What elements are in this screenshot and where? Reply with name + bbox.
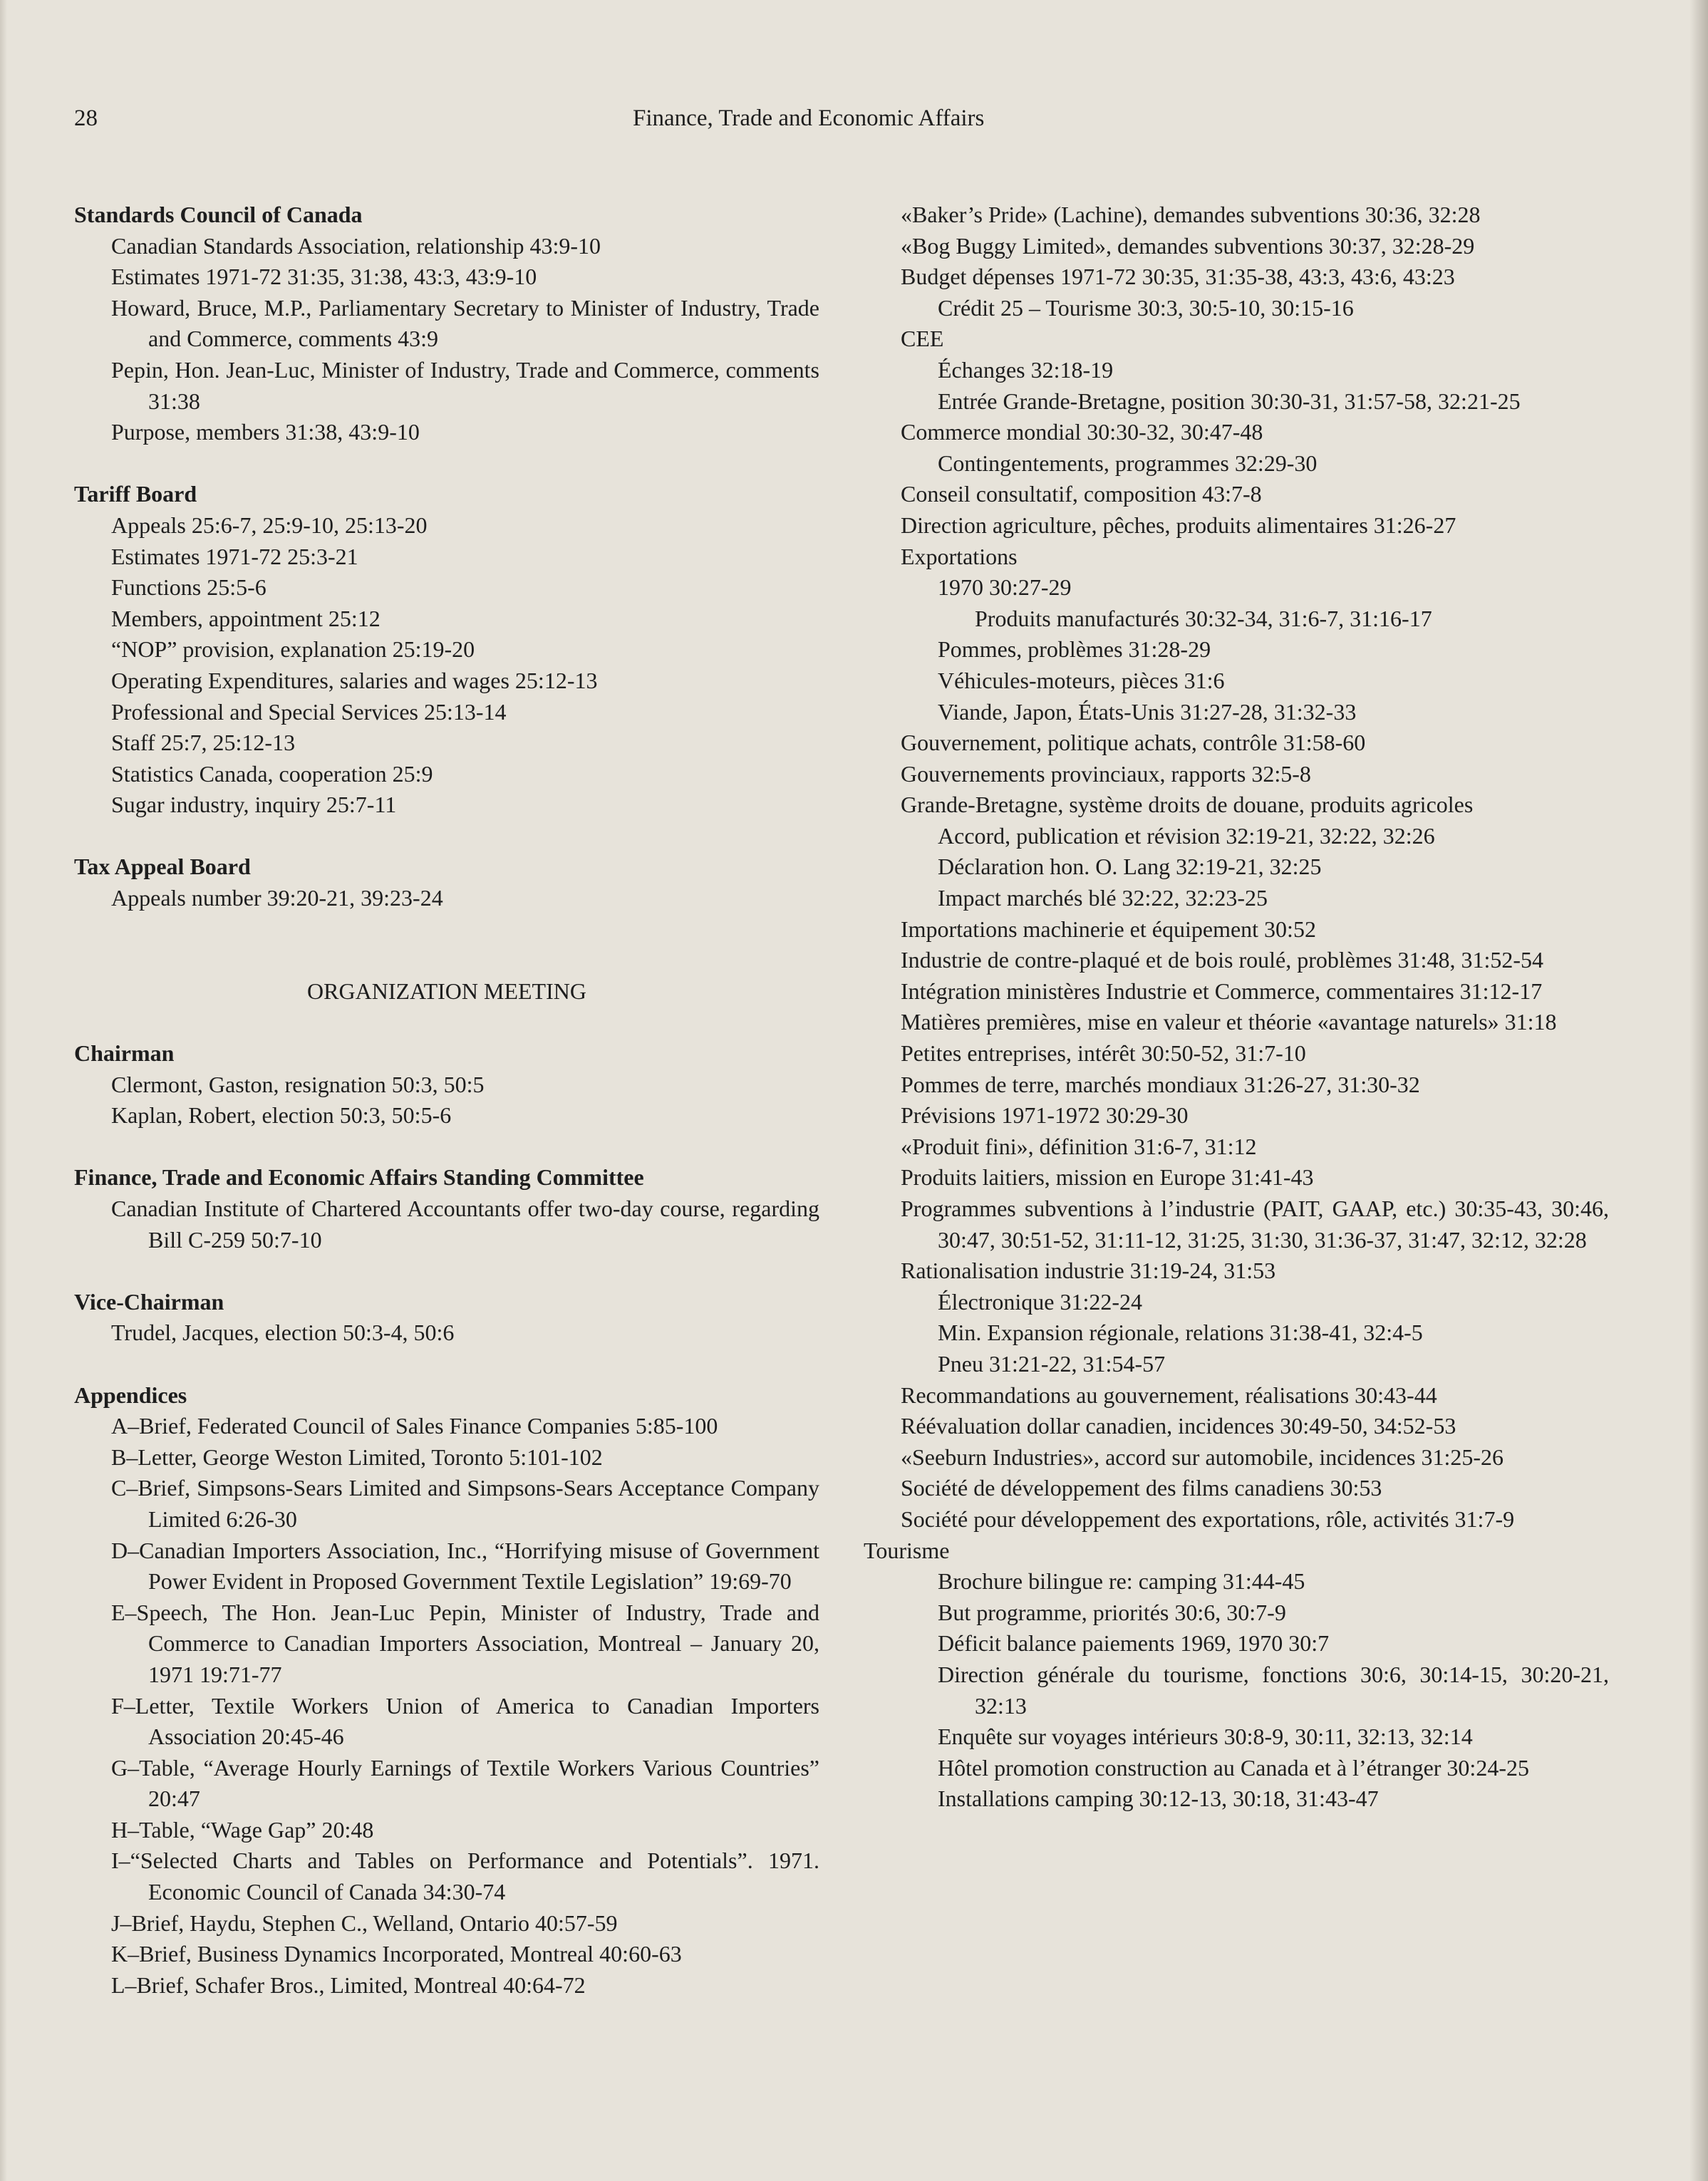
index-entry: Grande-Bretagne, système droits de douane, produits agricoles (901, 792, 1474, 818)
index-entry: Viande, Japon, États-Unis 31:27-28, 31:32-33 (938, 698, 1357, 725)
section-chairman (74, 1038, 819, 1131)
index-entry: Importations machinerie et équipement 30:52 (901, 916, 1316, 942)
index-entry: Appeals number 39:20-21, 39:23-24 (111, 885, 443, 911)
index-entry: 1970 30:27-29 (938, 574, 1072, 601)
index-entry: Prévisions 1971-1972 30:29-30 (901, 1102, 1189, 1129)
index-entry: Intégration ministères Industrie et Commerce, commentaires 31:12-17 (901, 978, 1543, 1004)
appendix-entry: E–Speech, The Hon. Jean-Luc Pepin, Minister of Industry, Trade and Commerce to Canadian Importers Association, Montreal – January 20, 1971 19:71-77 (111, 1599, 819, 1687)
index-entry: Estimates 1971-72 25:3-21 (111, 543, 358, 569)
index-entry: «Bog Buggy Limited», demandes subventions 30:37, 32:28-29 (901, 232, 1475, 259)
index-entry: Impact marchés blé 32:22, 32:23-25 (938, 885, 1268, 911)
section-tariff-board (74, 479, 819, 821)
index-entry: Purpose, members 31:38, 43:9-10 (111, 419, 420, 445)
index-entry: Produits manufacturés 30:32-34, 31:6-7, 31:16-17 (975, 605, 1432, 631)
appendix-entry: D–Canadian Importers Association, Inc., “Horrifying misuse of Government Power Evident in Proposed Government Textile Legislation” 19:69-70 (111, 1537, 819, 1595)
appendix-entry: I–“Selected Charts and Tables on Performance and Potentials”. 1971. Economic Council of Canada 34:30-74 (111, 1848, 819, 1905)
index-entry: Direction agriculture, pêches, produits alimentaires 31:26-27 (901, 512, 1456, 538)
page-shadow (0, 0, 7, 2181)
index-entry: Réévaluation dollar canadien, incidences 30:49-50, 34:52-53 (901, 1413, 1456, 1439)
section-heading: Tariff Board (74, 481, 197, 507)
index-entry: CEE (901, 326, 944, 352)
index-entry: «Baker’s Pride» (Lachine), demandes subventions 30:36, 32:28 (901, 202, 1481, 227)
index-entry: Produits laitiers, mission en Europe 31:41-43 (901, 1164, 1314, 1191)
index-entry: Brochure bilingue re: camping 31:44-45 (938, 1568, 1305, 1595)
index-entry: Programmes subventions à l’industrie (PAIT, GAAP, etc.) 30:35-43, 30:46, 30:47, 30:51-52, 31:11-12, 31:25, 31:30, 31:36-37, 31:47, 32:12, 32:28 (901, 1196, 1609, 1253)
section-heading: Chairman (74, 1040, 175, 1067)
index-entry: Industrie de contre-plaqué et de bois roulé, problèmes 31:48, 31:52-54 (901, 947, 1543, 973)
index-entry: “NOP” provision, explanation 25:19-20 (111, 636, 475, 663)
index-entry: Gouvernements provinciaux, rapports 32:5-8 (901, 760, 1311, 787)
index-entry: Société pour développement des exportations, rôle, activités 31:7-9 (901, 1506, 1515, 1532)
index-entry: Sugar industry, inquiry 25:7-11 (111, 792, 397, 818)
index-entry: Canadian Institute of Chartered Accountants offer two-day course, regarding Bill C-259 50:7-10 (111, 1196, 819, 1253)
index-entry: But programme, priorités 30:6, 30:7-9 (938, 1599, 1286, 1625)
section-heading: Finance, Trade and Economic Affairs Standing Committee (74, 1164, 644, 1191)
index-entry: Professional and Special Services 25:13-14 (111, 698, 507, 725)
page-number: 28 (74, 105, 98, 131)
index-entry: Véhicules-moteurs, pièces 31:6 (938, 667, 1225, 693)
index-entry: Canadian Standards Association, relationship 43:9-10 (111, 232, 601, 259)
right-column (864, 200, 1609, 1815)
index-entry: Conseil consultatif, composition 43:7-8 (901, 481, 1262, 507)
index-entry: Operating Expenditures, salaries and wages 25:12-13 (111, 667, 598, 693)
index-entry: Accord, publication et révision 32:19-21, 32:22, 32:26 (938, 822, 1435, 849)
appendix-entry: B–Letter, George Weston Limited, Toronto 5:101-102 (111, 1444, 603, 1470)
index-entry: Hôtel promotion construction au Canada et à l’étranger 30:24-25 (938, 1754, 1529, 1781)
index-entry: Trudel, Jacques, election 50:3-4, 50:6 (111, 1320, 455, 1346)
index-entry: Entrée Grande-Bretagne, position 30:30-31, 31:57-58, 32:21-25 (938, 388, 1521, 414)
section-heading: Appendices (74, 1382, 187, 1408)
appendix-entry: H–Table, “Wage Gap” 20:48 (111, 1816, 374, 1843)
index-entry: Direction générale du tourisme, fonctions 30:6, 30:14-15, 30:20-21, 32:13 (938, 1661, 1609, 1719)
index-entry: Kaplan, Robert, election 50:3, 50:5-6 (111, 1102, 452, 1129)
index-entry: Staff 25:7, 25:12-13 (111, 730, 296, 756)
index-entry: Contingentements, programmes 32:29-30 (938, 450, 1318, 476)
appendix-entry: F–Letter, Textile Workers Union of America to Canadian Importers Association 20:45-46 (111, 1692, 819, 1750)
appendix-entry: A–Brief, Federated Council of Sales Finance Companies 5:85-100 (111, 1413, 718, 1439)
index-entry: Société de développement des films canadiens 30:53 (901, 1475, 1382, 1501)
page-header (74, 105, 1606, 141)
index-entry: Matières premières, mise en valeur et théorie «avantage naturels» 31:18 (901, 1009, 1557, 1035)
index-entry: Petites entreprises, intérêt 30:50-52, 31:7-10 (901, 1040, 1306, 1067)
section-heading: Vice-Chairman (74, 1288, 224, 1315)
index-entry: Howard, Bruce, M.P., Parliamentary Secretary to Minister of Industry, Trade and Commerce, comments 43:9 (111, 294, 819, 352)
section-heading: Tax Appeal Board (74, 854, 251, 880)
index-entry: Tourisme (864, 1537, 950, 1563)
index-entry: «Produit fini», définition 31:6-7, 31:12 (901, 1133, 1257, 1159)
index-entry: Pommes, problèmes 31:28-29 (938, 636, 1211, 663)
appendix-entry: J–Brief, Haydu, Stephen C., Welland, Ontario 40:57-59 (111, 1910, 618, 1936)
section-vice-chairman (74, 1287, 819, 1349)
index-entry: Échanges 32:18-19 (938, 356, 1114, 383)
section-tax-appeal-board (74, 851, 819, 913)
section-appendices (74, 1380, 819, 2001)
index-entry: Members, appointment 25:12 (111, 605, 381, 631)
index-entry: Exportations (901, 543, 1018, 569)
index-entry: Crédit 25 – Tourisme 30:3, 30:5-10, 30:15-16 (938, 294, 1354, 321)
index-entry: Pepin, Hon. Jean-Luc, Minister of Industry, Trade and Commerce, comments 31:38 (111, 356, 819, 414)
index-entry: Électronique 31:22-24 (938, 1288, 1143, 1315)
section-standards-council (74, 200, 819, 448)
page-edge (1689, 0, 1708, 2181)
appendix-entry: K–Brief, Business Dynamics Incorporated, Montreal 40:60-63 (111, 1941, 682, 1967)
organization-meeting-heading: ORGANIZATION MEETING (307, 978, 586, 1004)
index-entry: Budget dépenses 1971-72 30:35, 31:35-38, 43:3, 43:6, 43:23 (901, 264, 1455, 290)
index-entry: Déficit balance paiements 1969, 1970 30:7 (938, 1630, 1330, 1657)
section-heading: Standards Council of Canada (74, 202, 363, 227)
index-entry: Déclaration hon. O. Lang 32:19-21, 32:25 (938, 854, 1322, 880)
index-entry: Installations camping 30:12-13, 30:18, 31:43-47 (938, 1786, 1379, 1812)
appendix-entry: C–Brief, Simpsons-Sears Limited and Simpsons-Sears Acceptance Company Limited 6:26-30 (111, 1475, 819, 1532)
index-entry: Clermont, Gaston, resignation 50:3, 50:5 (111, 1071, 485, 1097)
index-entry: Recommandations au gouvernement, réalisations 30:43-44 (901, 1382, 1437, 1408)
index-entry: Statistics Canada, cooperation 25:9 (111, 760, 433, 787)
index-entry: Gouvernement, politique achats, contrôle 31:58-60 (901, 730, 1366, 756)
section-standing-committee (74, 1162, 819, 1255)
index-entry: Min. Expansion régionale, relations 31:38-41, 32:4-5 (938, 1320, 1423, 1346)
appendix-entry: L–Brief, Schafer Bros., Limited, Montreal 40:64-72 (111, 1972, 586, 1998)
running-title: Finance, Trade and Economic Affairs (633, 105, 985, 131)
index-entry: Pommes de terre, marchés mondiaux 31:26-27, 31:30-32 (901, 1071, 1420, 1097)
index-entry: Rationalisation industrie 31:19-24, 31:53 (901, 1258, 1276, 1284)
index-entry: Functions 25:5-6 (111, 574, 266, 601)
left-column (74, 200, 819, 2001)
index-entry: Pneu 31:21-22, 31:54-57 (938, 1350, 1166, 1377)
index-entry: Estimates 1971-72 31:35, 31:38, 43:3, 43:9-10 (111, 264, 537, 290)
index-entry: Appeals 25:6-7, 25:9-10, 25:13-20 (111, 512, 428, 538)
index-entry: Enquête sur voyages intérieurs 30:8-9, 30:11, 32:13, 32:14 (938, 1724, 1473, 1750)
index-entry: «Seeburn Industries», accord sur automobile, incidences 31:25-26 (901, 1444, 1503, 1470)
index-entry: Commerce mondial 30:30-32, 30:47-48 (901, 419, 1263, 445)
appendix-entry: G–Table, “Average Hourly Earnings of Textile Workers Various Countries” 20:47 (111, 1754, 819, 1812)
